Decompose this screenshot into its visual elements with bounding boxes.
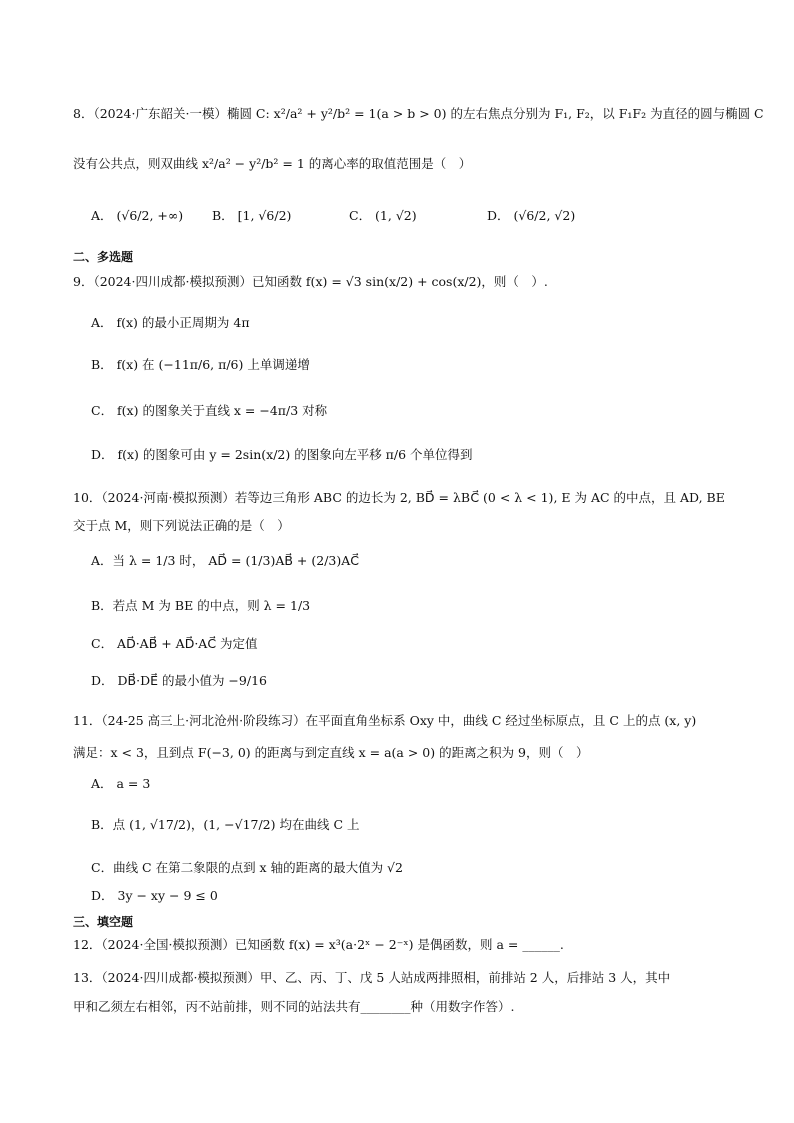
q13-stem-line2: 甲和乙须左右相邻，丙不站前排，则不同的站法共有________种（用数字作答）.: [73, 999, 515, 1014]
q10-option-d: D． DB⃗·DE⃗ 的最小值为 −9/16: [91, 673, 267, 688]
q9-option-d: D． f(x) 的图象可由 y = 2sin(x/2) 的图象向左平移 π/6 个单位得到: [91, 447, 473, 462]
q8-option-b: B． [1, √6/2): [212, 208, 292, 223]
q8-option-d: D． (√6/2, √2): [487, 208, 576, 223]
q9-stem: 9．（2024·四川成都·模拟预测）已知函数 f(x) = √3 sin(x/2) + cos(x/2)，则（ ）.: [73, 274, 548, 289]
q10-option-b: B．若点 M 为 BE 的中点，则 λ = 1/3: [91, 598, 311, 613]
q12-stem: 12．（2024·全国·模拟预测）已知函数 f(x) = x³(a·2ˣ − 2⁻ˣ) 是偶函数，则 a = ______.: [73, 937, 564, 952]
q9-option-c: C． f(x) 的图象关于直线 x = −4π/3 对称: [91, 403, 328, 418]
q8-stem-line1: 8．（2024·广东韶关·一模）椭圆 C: x²/a² + y²/b² = 1(a > b > 0) 的左右焦点分别为 F₁, F₂，以 F₁F₂ 为直径的圆与椭圆 C: [73, 106, 764, 121]
q10-stem-line2: 交于点 M，则下列说法正确的是（ ）: [73, 518, 290, 533]
q8-option-c: C． (1, √2): [349, 208, 417, 223]
q11-option-a: A． a = 3: [91, 776, 151, 791]
section-heading-multiple-choice: 二、多选题: [73, 250, 134, 264]
q8-stem-line2: 没有公共点，则双曲线 x²/a² − y²/b² = 1 的离心率的取值范围是（ ）: [73, 156, 472, 171]
q11-stem-line1: 11．（24-25 高三上·河北沧州·阶段练习）在平面直角坐标系 Oxy 中，曲线 C 经过坐标原点，且 C 上的点 (x, y): [73, 713, 697, 728]
q13-stem-line1: 13．（2024·四川成都·模拟预测）甲、乙、丙、丁、戊 5 人站成两排照相，前排站 2 人，后排站 3 人，其中: [73, 970, 671, 985]
q11-option-c: C．曲线 C 在第二象限的点到 x 轴的距离的最大值为 √2: [91, 860, 403, 875]
q10-option-c: C． AD⃗·AB⃗ + AD⃗·AC⃗ 为定值: [91, 636, 258, 651]
q10-stem-line1: 10．（2024·河南·模拟预测）若等边三角形 ABC 的边长为 2, BD⃗ = λBC⃗ (0 < λ < 1), E 为 AC 的中点，且 AD, BE: [73, 490, 725, 505]
q8-option-a: A． (√6/2, +∞): [91, 208, 184, 223]
q11-stem-line2: 满足：x < 3，且到点 F(−3, 0) 的距离与到定直线 x = a(a > 0) 的距离之积为 9，则（ ）: [73, 745, 589, 760]
q9-option-a: A． f(x) 的最小正周期为 4π: [91, 315, 250, 330]
q11-option-d: D． 3y − xy − 9 ≤ 0: [91, 888, 218, 903]
section-heading-fill-in-blank: 三、填空题: [73, 915, 134, 929]
q10-option-a: A．当 λ = 1/3 时， AD⃗ = (1/3)AB⃗ + (2/3)AC⃗: [91, 553, 359, 568]
q11-option-b: B．点 (1, √17/2)，(1, −√17/2) 均在曲线 C 上: [91, 817, 360, 832]
q9-option-b: B． f(x) 在 (−11π/6, π/6) 上单调递增: [91, 357, 310, 372]
